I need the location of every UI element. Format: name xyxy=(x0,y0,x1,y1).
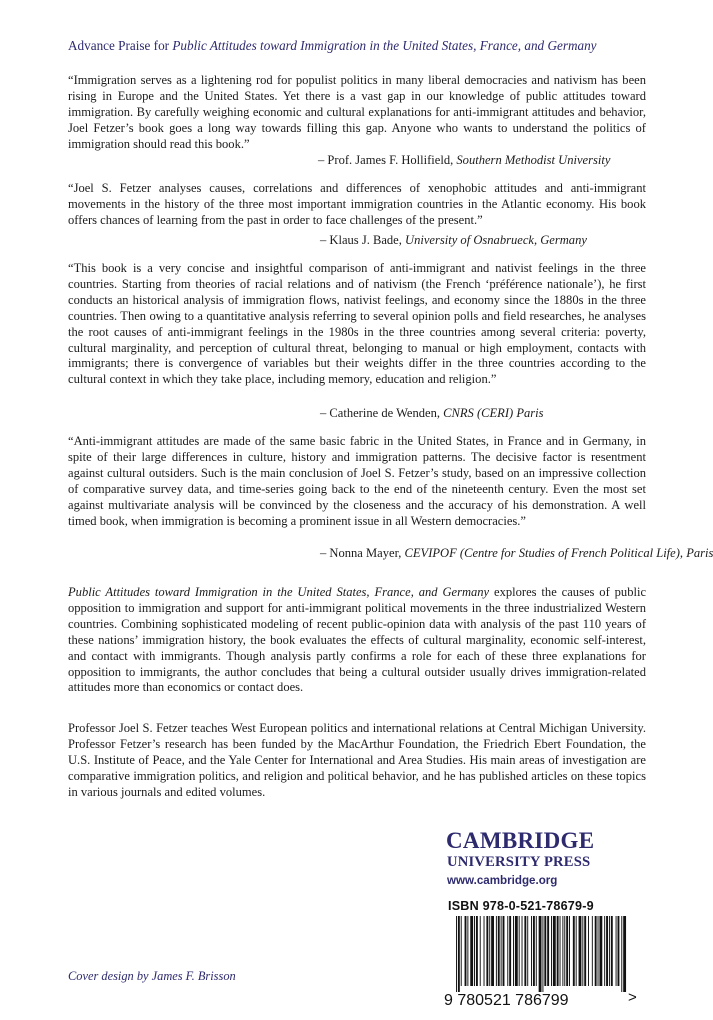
quote-1-author: – Prof. James F. Hollifield, xyxy=(318,153,457,167)
barcode-bar xyxy=(618,916,620,986)
barcode-bar xyxy=(553,916,556,986)
barcode-bar xyxy=(489,916,490,986)
barcode-bar xyxy=(501,916,502,986)
isbn-barcode xyxy=(444,916,640,1008)
barcode-bar xyxy=(515,916,518,986)
barcode-bar xyxy=(507,916,508,986)
cover-design-credit: Cover design by James F. Brisson xyxy=(68,969,236,983)
barcode-bar xyxy=(480,916,481,986)
barcode-bar xyxy=(491,916,494,986)
quote-1-attribution xyxy=(318,153,658,169)
quote-3-attribution xyxy=(320,406,660,422)
description-book-title: Public Attitudes toward Immigration in the United States, France, and Germany xyxy=(68,585,490,599)
quote-2-affiliation: University of Osnabrueck, Germany xyxy=(405,233,587,247)
barcode-bar xyxy=(498,916,500,986)
barcode-bar xyxy=(576,916,577,986)
barcode-bar xyxy=(484,916,485,986)
barcode-bar xyxy=(551,916,552,986)
barcode-bar xyxy=(557,916,559,986)
barcode-bar xyxy=(566,916,568,986)
barcode-bar xyxy=(560,916,561,986)
quote-3-author: – Catherine de Wenden, xyxy=(320,406,444,420)
barcode-digits: 9 780521 786799 xyxy=(444,992,569,1009)
barcode-bar xyxy=(579,916,582,986)
barcode-bar xyxy=(522,916,523,986)
barcode-bar xyxy=(458,916,460,992)
barcode-bar xyxy=(513,916,514,986)
description-text: explores the causes of public opposition to immigration and support for anti-immigrant political movements in the three industrialized Western countries. Combining sophisticated modeling of recent public-opinion data with analysis of the past 110 years of these nations’ immigration history, the book evaluates the effects of cultural marginality, economic self-interest, and contact with immigrants. Though analysis partly confirms a role for each of these three explanations for opposition to immigrants, the author concludes that being a cultural outsider usually drives immigration-related attitudes more than economics or contact does. xyxy=(68,585,647,695)
publisher-logo-subname: UNIVERSITY PRESS xyxy=(447,854,591,870)
quote-4-author: – Nonna Mayer, xyxy=(320,546,405,560)
author-bio: Professor Joel S. Fetzer teaches West European politics and international relations at Central Michigan University. Professor Fetzer’s research has been funded by the MacArthur Foundation, the Friedrich Ebert Foundation, the U.S. Institute of Peace, and the Yale Center for International and Area Studies. His main areas of investigation are comparative immigration politics, and religion and political behavior, and he has published articles on these topics in various journals and edited volumes. xyxy=(68,721,646,799)
barcode-bar xyxy=(524,916,526,986)
quote-3-affiliation: CNRS (CERI) Paris xyxy=(443,406,544,420)
barcode-bar xyxy=(503,916,505,986)
barcode-bar xyxy=(470,916,473,986)
publisher-url: www.cambridge.org xyxy=(447,874,558,887)
barcode-bar xyxy=(611,916,613,986)
barcode-bar xyxy=(531,916,532,986)
barcode-bars xyxy=(456,916,626,992)
praise-quote-2: “Joel S. Fetzer analyses causes, correlations and differences of xenophobic attitudes and anti-immigrant movements in the history of the three most important immigration countries in the Atlantic economy. His book offers chances of learning from the past in order to face challenges of the present.” xyxy=(68,181,646,227)
advance-praise-heading xyxy=(68,38,668,54)
barcode-bar xyxy=(623,916,626,992)
quote-1-affiliation: Southern Methodist University xyxy=(456,153,611,167)
quote-4-affiliation: CEVIPOF (Centre for Studies of French Political Life), Paris xyxy=(404,546,713,560)
praise-quote-1: “Immigration serves as a lightening rod for populist politics in many liberal democracies and nativism has been rising in Europe and the United States. Yet there is a vast gap in our knowledge of public attitudes toward immigration. By carefully weighing economic and cultural explanations for anti-immigrant attitudes and behavior, Joel Fetzer’s book goes a long way towards filling this gap. Anyone who wants to understand the politics of immigration should read this book.” xyxy=(68,73,646,151)
barcode-bar xyxy=(604,916,605,986)
barcode-bar xyxy=(569,916,570,986)
barcode-bar xyxy=(465,916,467,986)
barcode-bar xyxy=(474,916,475,986)
barcode-bar xyxy=(509,916,511,986)
barcode-bar xyxy=(476,916,478,986)
barcode-bar xyxy=(456,916,457,992)
barcode-bar xyxy=(461,916,462,986)
praise-quote-4: “Anti-immigrant attitudes are made of the same basic fabric in the United States, in France and in Germany, in spite of their large differences in culture, history and immigration patterns. The decisive factor is resentment against cultural outsiders. Such is the main conclusion of Joel S. Fetzer’s study, based on an impressive collection of comparative survey data, and time-series going back to the end of the nineteenth century. Even the most set against multivariate analysis will be convinced by the closeness and the accuracy of his demonstration. A well timed book, when immigration is becoming a prominent issue in all Western democracies.” xyxy=(68,434,646,528)
barcode-bar xyxy=(496,916,497,986)
isbn-text: ISBN 978-0-521-78679-9 xyxy=(448,899,594,913)
barcode-bar xyxy=(527,916,528,986)
heading-prefix: Advance Praise for xyxy=(68,38,173,53)
barcode-bar xyxy=(519,916,520,986)
barcode-bar xyxy=(486,916,488,986)
barcode-bar xyxy=(621,916,622,992)
barcode-bar xyxy=(539,916,542,992)
barcode-bar xyxy=(588,916,589,986)
barcode-bar xyxy=(573,916,575,986)
quote-4-attribution xyxy=(320,546,713,562)
barcode-bar xyxy=(599,916,602,986)
heading-book-title: Public Attitudes toward Immigration in the United States, France, and Germany xyxy=(172,38,597,53)
barcode-bar xyxy=(609,916,610,986)
quote-2-author: – Klaus J. Bade, xyxy=(320,233,406,247)
barcode-bar xyxy=(562,916,563,986)
barcode-bar xyxy=(584,916,586,986)
barcode-bar xyxy=(582,916,583,986)
barcode-bar xyxy=(542,916,543,992)
barcode-bar xyxy=(616,916,617,986)
barcode-bar xyxy=(544,916,546,986)
publisher-logo-name: CAMBRIDGE xyxy=(446,828,595,853)
barcode-arrow: > xyxy=(628,989,637,1006)
barcode-bar xyxy=(598,916,599,986)
barcode-bar xyxy=(536,916,537,986)
book-description xyxy=(68,585,646,696)
barcode-bar xyxy=(564,916,565,986)
barcode-bar xyxy=(606,916,608,986)
barcode-bar xyxy=(533,916,535,986)
barcode-bar xyxy=(592,916,593,986)
quote-2-attribution xyxy=(320,233,660,249)
praise-quote-3: “This book is a very concise and insightful comparison of anti-immigrant and nativist feelings in the three countries. Starting from theories of racial relations and of nativism (the French ‘préférence nationale’), he first conducts an historical analysis of immigration flows, nativist feelings, and economy since the 1880s in the three countries. Then owing to a quantitative analysis referring to several opinion polls and field researches, he analyses the root causes of anti-immigrant feelings in the 1980s in the three countries among several criteria: poverty, cultural marginality, and perception of cultural threat, belonging to manual or high employment, contacts with immigrants; there is convergence of variables but their weights differ in the three countries according to the cultural context in which they take place, including memory, education and religion.” xyxy=(68,261,646,387)
barcode-bar xyxy=(547,916,549,986)
barcode-bar xyxy=(595,916,597,986)
barcode-bar xyxy=(467,916,468,986)
